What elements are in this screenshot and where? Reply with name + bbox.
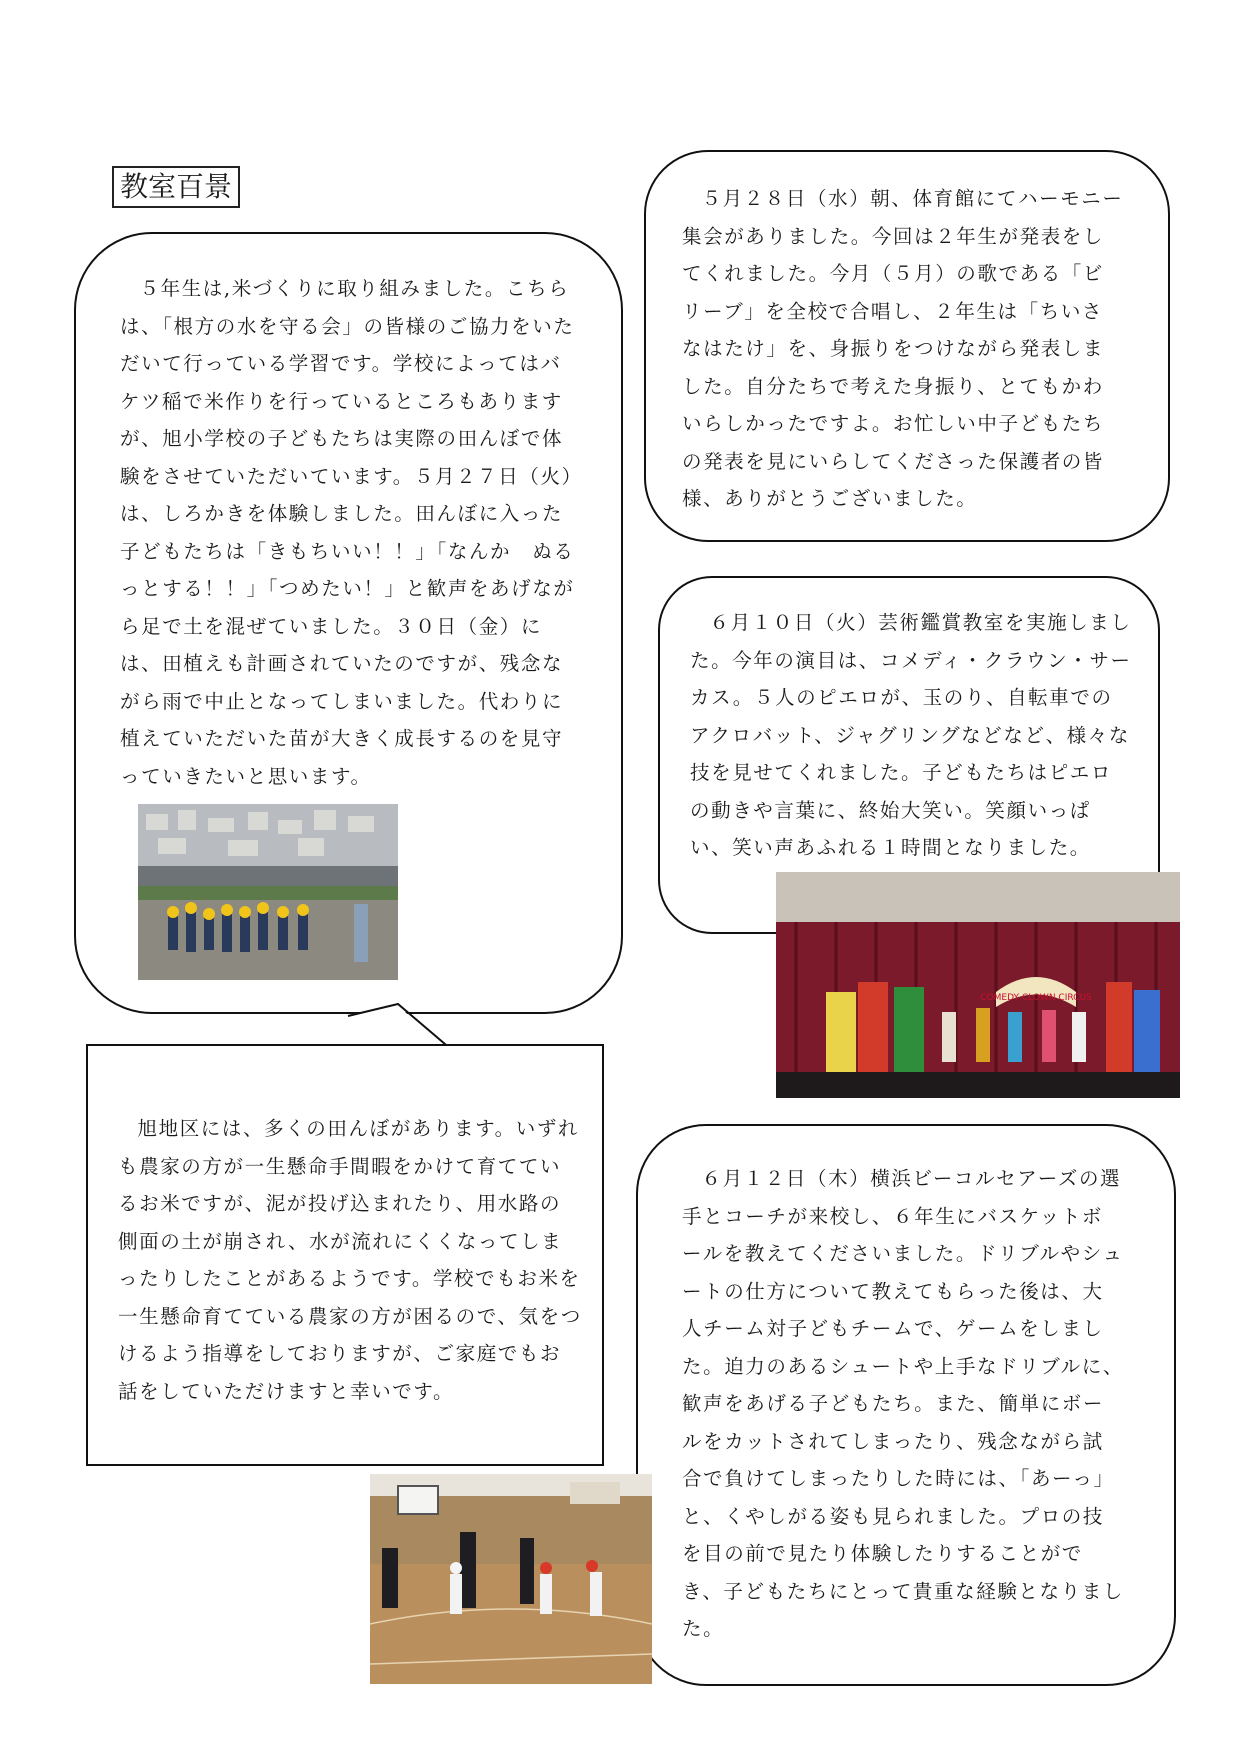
page-title: 教室百景 xyxy=(112,166,240,208)
basketball-gym-photo xyxy=(370,1474,652,1684)
art-appreciation-text: ６月１０日（火）芸術鑑賞教室を実施しました。今年の演目は、コメディ・クラウン・サーカス。５人のピエロが、玉のり、自転車でのアクロバット、ジャグリングなどなど、様々な技を見せてくれました。子どもたちはピエロの動きや言葉に、終始大笑い。笑顔いっぱい、笑い声あふれる１時間となりました。 xyxy=(690,611,1132,859)
rice-planting-text: ５年生は,米づくりに取り組みました。こちらは、「根方の水を守る会」の皆様のご協力をいただいて行っている学習です。学校によってはバケツ稲で米作りを行っているところもありますが、旭小学校の子どもたちは実際の田んぼで体験をさせていただいています。５月２７日（火）は、しろかきを体験しました。田んぼに入った子どもたちは「きもちいい！！」「なんか ぬるっとする！！」「つめたい！」と歓声をあげながら足で土を混ぜていました。３０日（金）には、田植えも計画されていたのですが、残念ながら雨で中止となってしまいました。代わりに植えていただいた苗が大きく成長するのを見守っていきたいと思います。 xyxy=(120,277,575,788)
harmony-assembly-text: ５月２８日（水）朝、体育館にてハーモニー集会がありました。今回は２年生が発表をしてくれました。今月（５月）の歌である「ビリーブ」を全校で合唱し、２年生は「ちいさなはたけ」を、身振りをつけながら発表しました。自分たちで考えた身振り、とてもかわいらしかったですよ。お忙しい中子どもたちの発表を見にいらしてくださった保護者の皆様、ありがとうございました。 xyxy=(682,187,1124,510)
clown-circus-photo xyxy=(776,872,1180,1098)
basketball-text: ６月１２日（木）横浜ビーコルセアーズの選手とコーチが来校し、６年生にバスケットボールを教えてくださいました。ドリブルやシュートの仕方について教えてもらった後は、大人チーム対子どもチームで、ゲームをしました。迫力のあるシュートや上手なドリブルに、歓声をあげる子どもたち。また、簡単にボールをカットされてしまったり、残念ながら試合で負けてしまったりした時には、「あーっ」と、くやしがる姿も見られました。プロの技を目の前で見たり体験したりすることができ、子どもたちにとって貴重な経験となりました。 xyxy=(682,1167,1124,1640)
circus-sign: COMEDY CLOWN CIRCUS xyxy=(980,993,1092,1003)
rice-field-photo xyxy=(138,804,398,980)
harmony-assembly-article xyxy=(644,150,1170,542)
rice-fields-notice-text: 旭地区には、多くの田んぼがあります。いずれも農家の方が一生懸命手間暇をかけて育てているお米ですが、泥が投げ込まれたり、用水路の側面の土が崩され、水が流れにくくなってしまったりしたことがあるようです。学校でもお米を一生懸命育てている農家の方が困るので、気をつけるよう指導をしておりますが、ご家庭でもお話をしていただけますと幸いです。 xyxy=(118,1117,582,1403)
basketball-article xyxy=(636,1124,1176,1686)
rice-fields-notice xyxy=(86,1044,604,1466)
